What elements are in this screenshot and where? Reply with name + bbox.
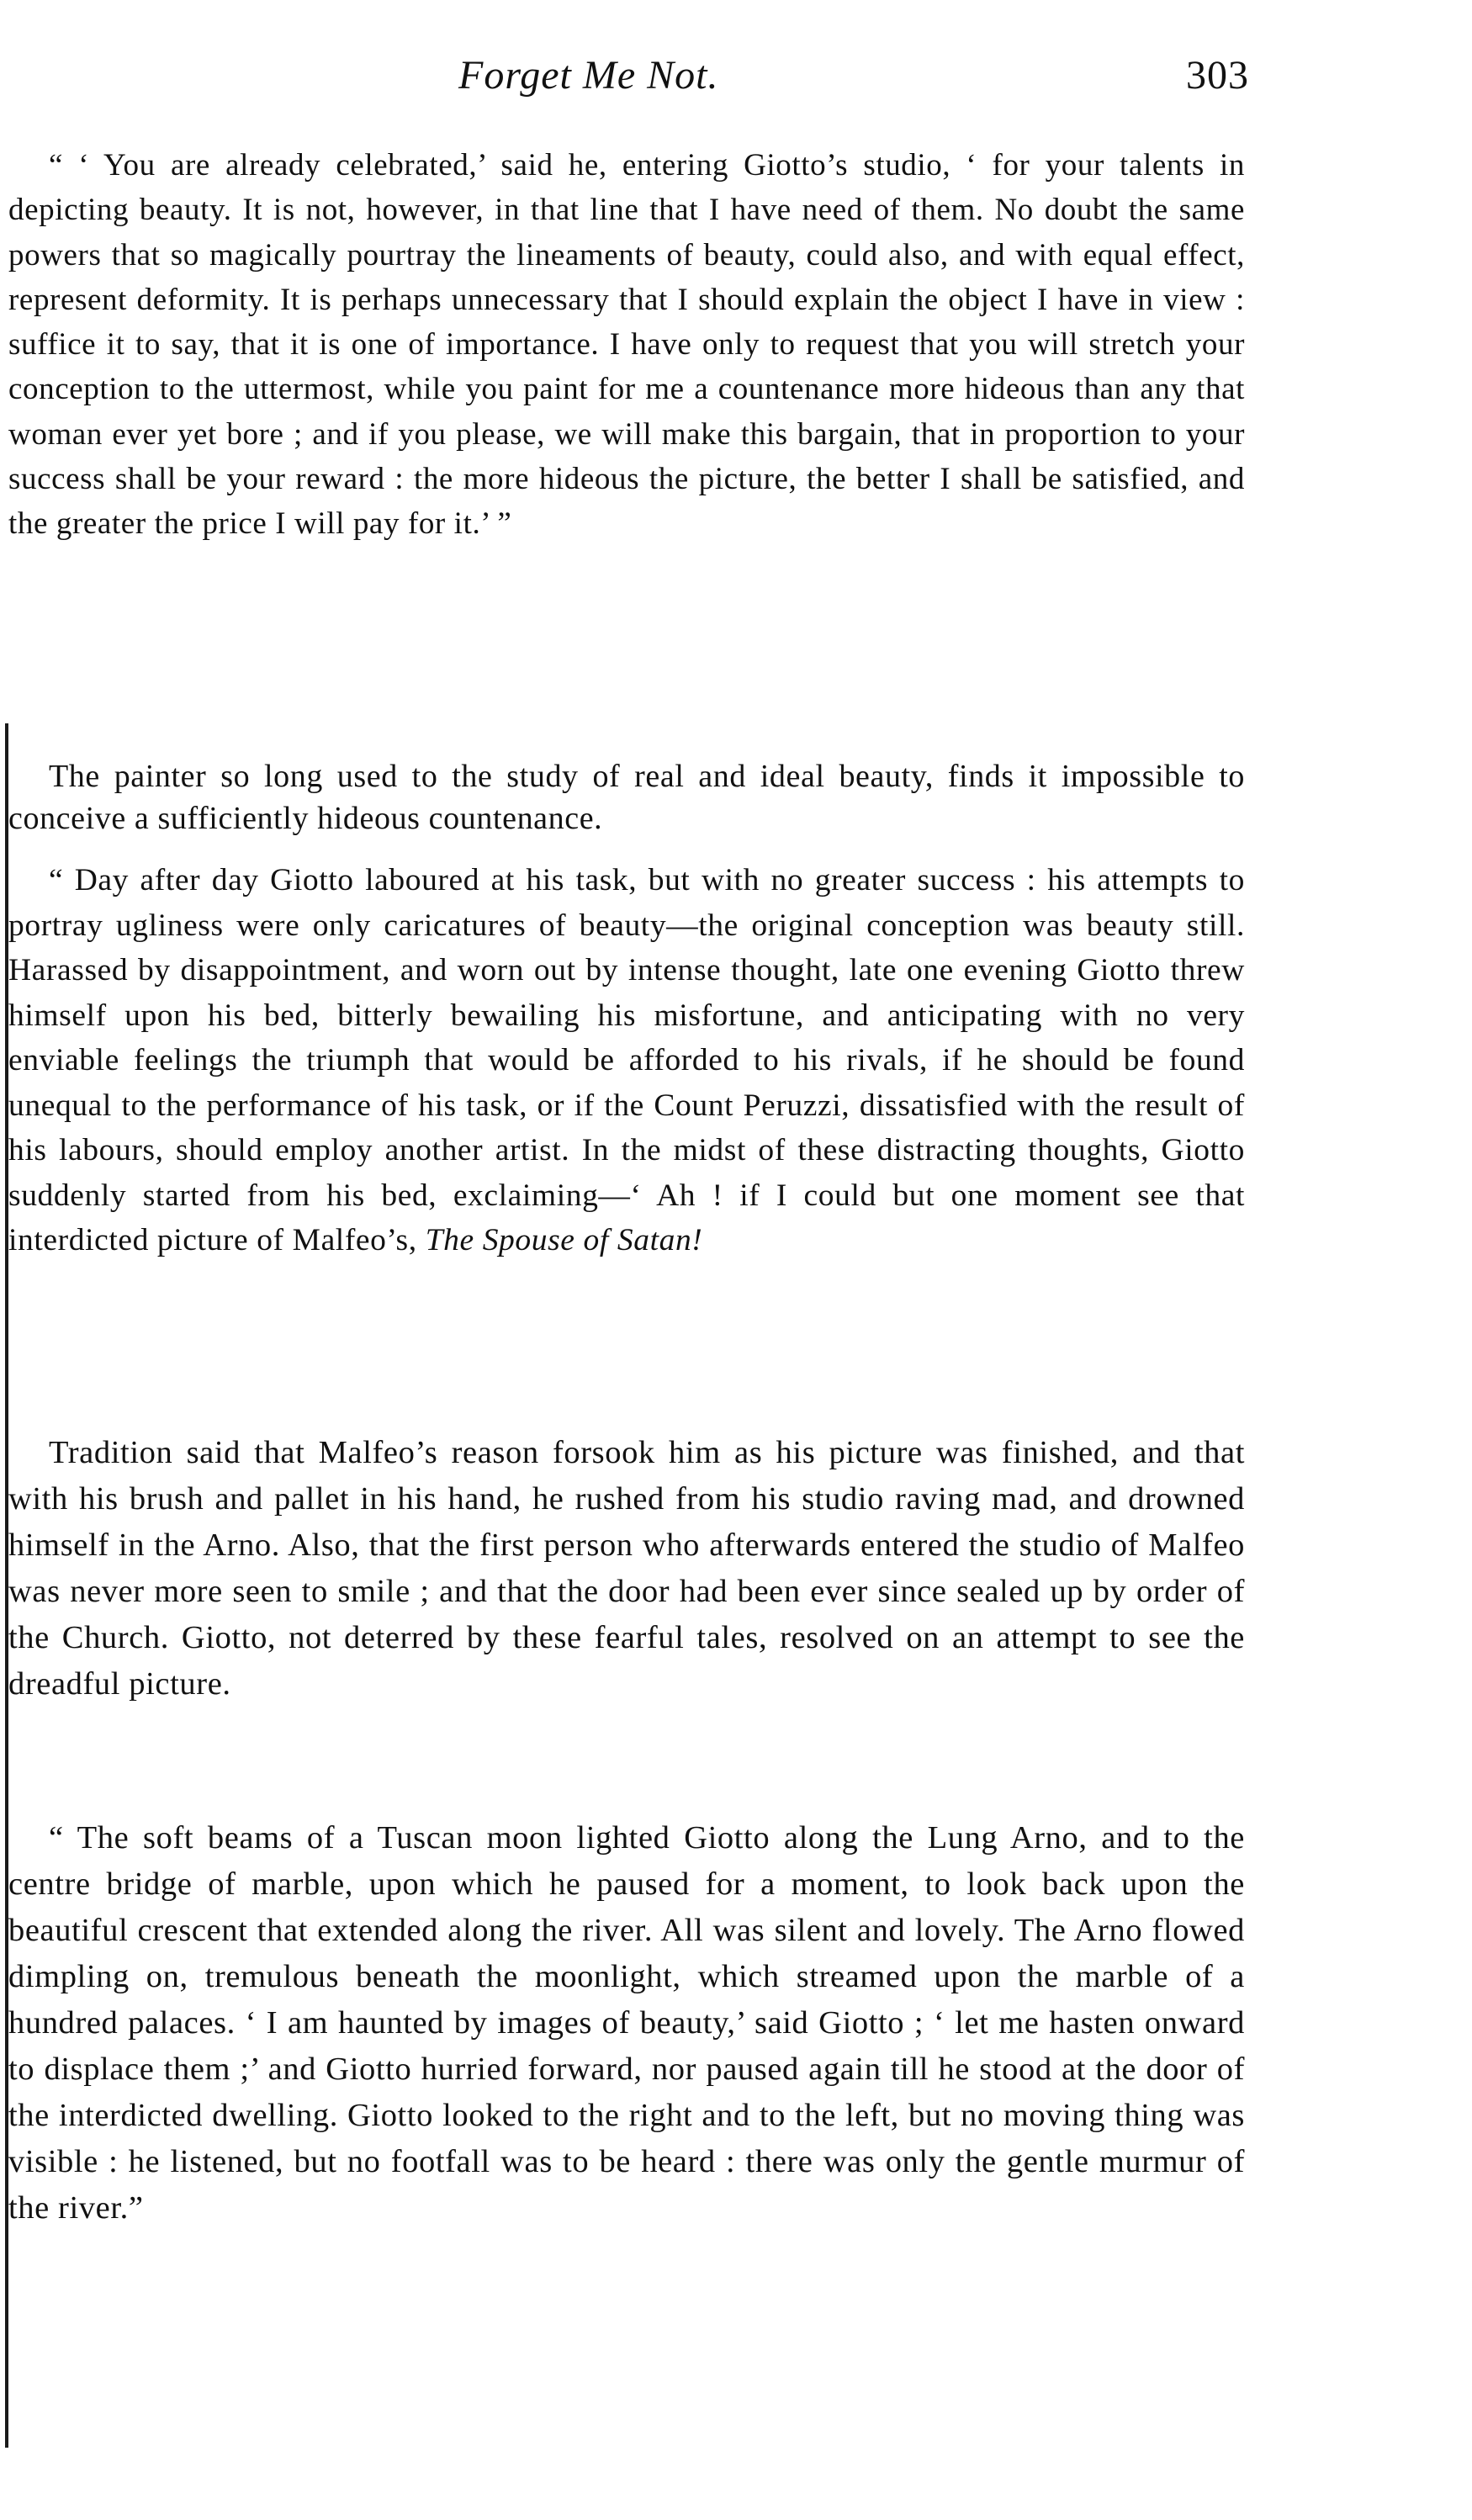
paragraph-2	[0, 755, 1245, 839]
paragraph-5-text: “ The soft beams of a Tuscan moon lighted Giotto along the Lung Arno, and to the centre bridge of marble, upon which he paused for a moment, to look back upon the beautiful crescent that extended along the river. All was silent and lovely. The Arno flowed dimpling on, tremulous beneath the moonlight, which streamed upon the marble of a hundred palaces. ‘ I am haunted by images of beauty,’ said Giotto ; ‘ let me hasten onward to displace them ;’ and Giotto hurried forward, nor paused again till he stood at the door of the interdicted dwelling. Giotto looked to the right and to the left, but no moving thing was visible : he listened, but no footfall was to be heard : there was only the gentle murmur of the river.”	[8, 1820, 1245, 2226]
page-number: 303	[1186, 53, 1249, 98]
paragraph-4-text: Tradition said that Malfeo’s reason forsook him as his picture was finished, and that with his brush and pallet in his hand, he rushed from his studio raving mad, and drowned himself in the Arno. Also, that the first person who afterwards entered the studio of Malfeo was never more seen to smile ; and that the door had been ever since sealed up by order of the Church. Giotto, not deterred by these fearful tales, resolved on an attempt to see the dreadful picture.	[8, 1435, 1245, 1702]
paragraph-3-text: “ Day after day Giotto laboured at his task, but with no greater success : his attempts to portray ugliness were only caricatures of beauty—the original conception was beauty still. Harassed by disappointment, and worn out by intense thought, late one evening Giotto threw himself upon his bed, bitterly bewailing his misfortune, and anticipating with no very enviable feelings the triumph that would be afforded to his rivals, if he should be found unequal to the performance of his task, or if the Count Peruzzi, dissatisfied with the result of his labours, should employ another artist. In the midst of these distracting thoughts, Giotto suddenly started from his bed, exclaiming—‘ Ah ! if I could but one moment see that interdicted picture of Malfeo’s,	[8, 863, 1245, 1257]
paragraph-2-text: The painter so long used to the study of real and ideal beauty, finds it impossible to conceive a sufficiently hideous countenance.	[8, 759, 1245, 836]
paragraph-1-text: “ ‘ You are already celebrated,’ said he, entering Giotto’s studio, ‘ for your talents in depicting beauty. It is not, however, in that line that I have need of them. No doubt the same powers that so magically pourtray the lineaments of beauty, could also, and with equal effect, represent deformity. It is perhaps unnecessary that I should explain the object I have in view : suffice it to say, that it is one of importance. I have only to request that you will stretch your conception to the uttermost, while you paint for me a countenance more hideous than any that woman ever yet bore ; and if you please, we will make this bargain, that in proportion to your success shall be your reward : the more hideous the picture, the better I shall be satisfied, and the greater the price I will pay for it.’ ”	[8, 148, 1245, 542]
running-title: Forget Me Not.	[458, 53, 719, 98]
page-header	[0, 52, 1472, 119]
painting-title: The Spouse of Satan!	[425, 1223, 703, 1257]
paragraph-4	[0, 1430, 1245, 1707]
paragraph-3	[0, 858, 1245, 1263]
paragraph-5	[0, 1815, 1245, 2231]
paragraph-1	[0, 143, 1245, 547]
